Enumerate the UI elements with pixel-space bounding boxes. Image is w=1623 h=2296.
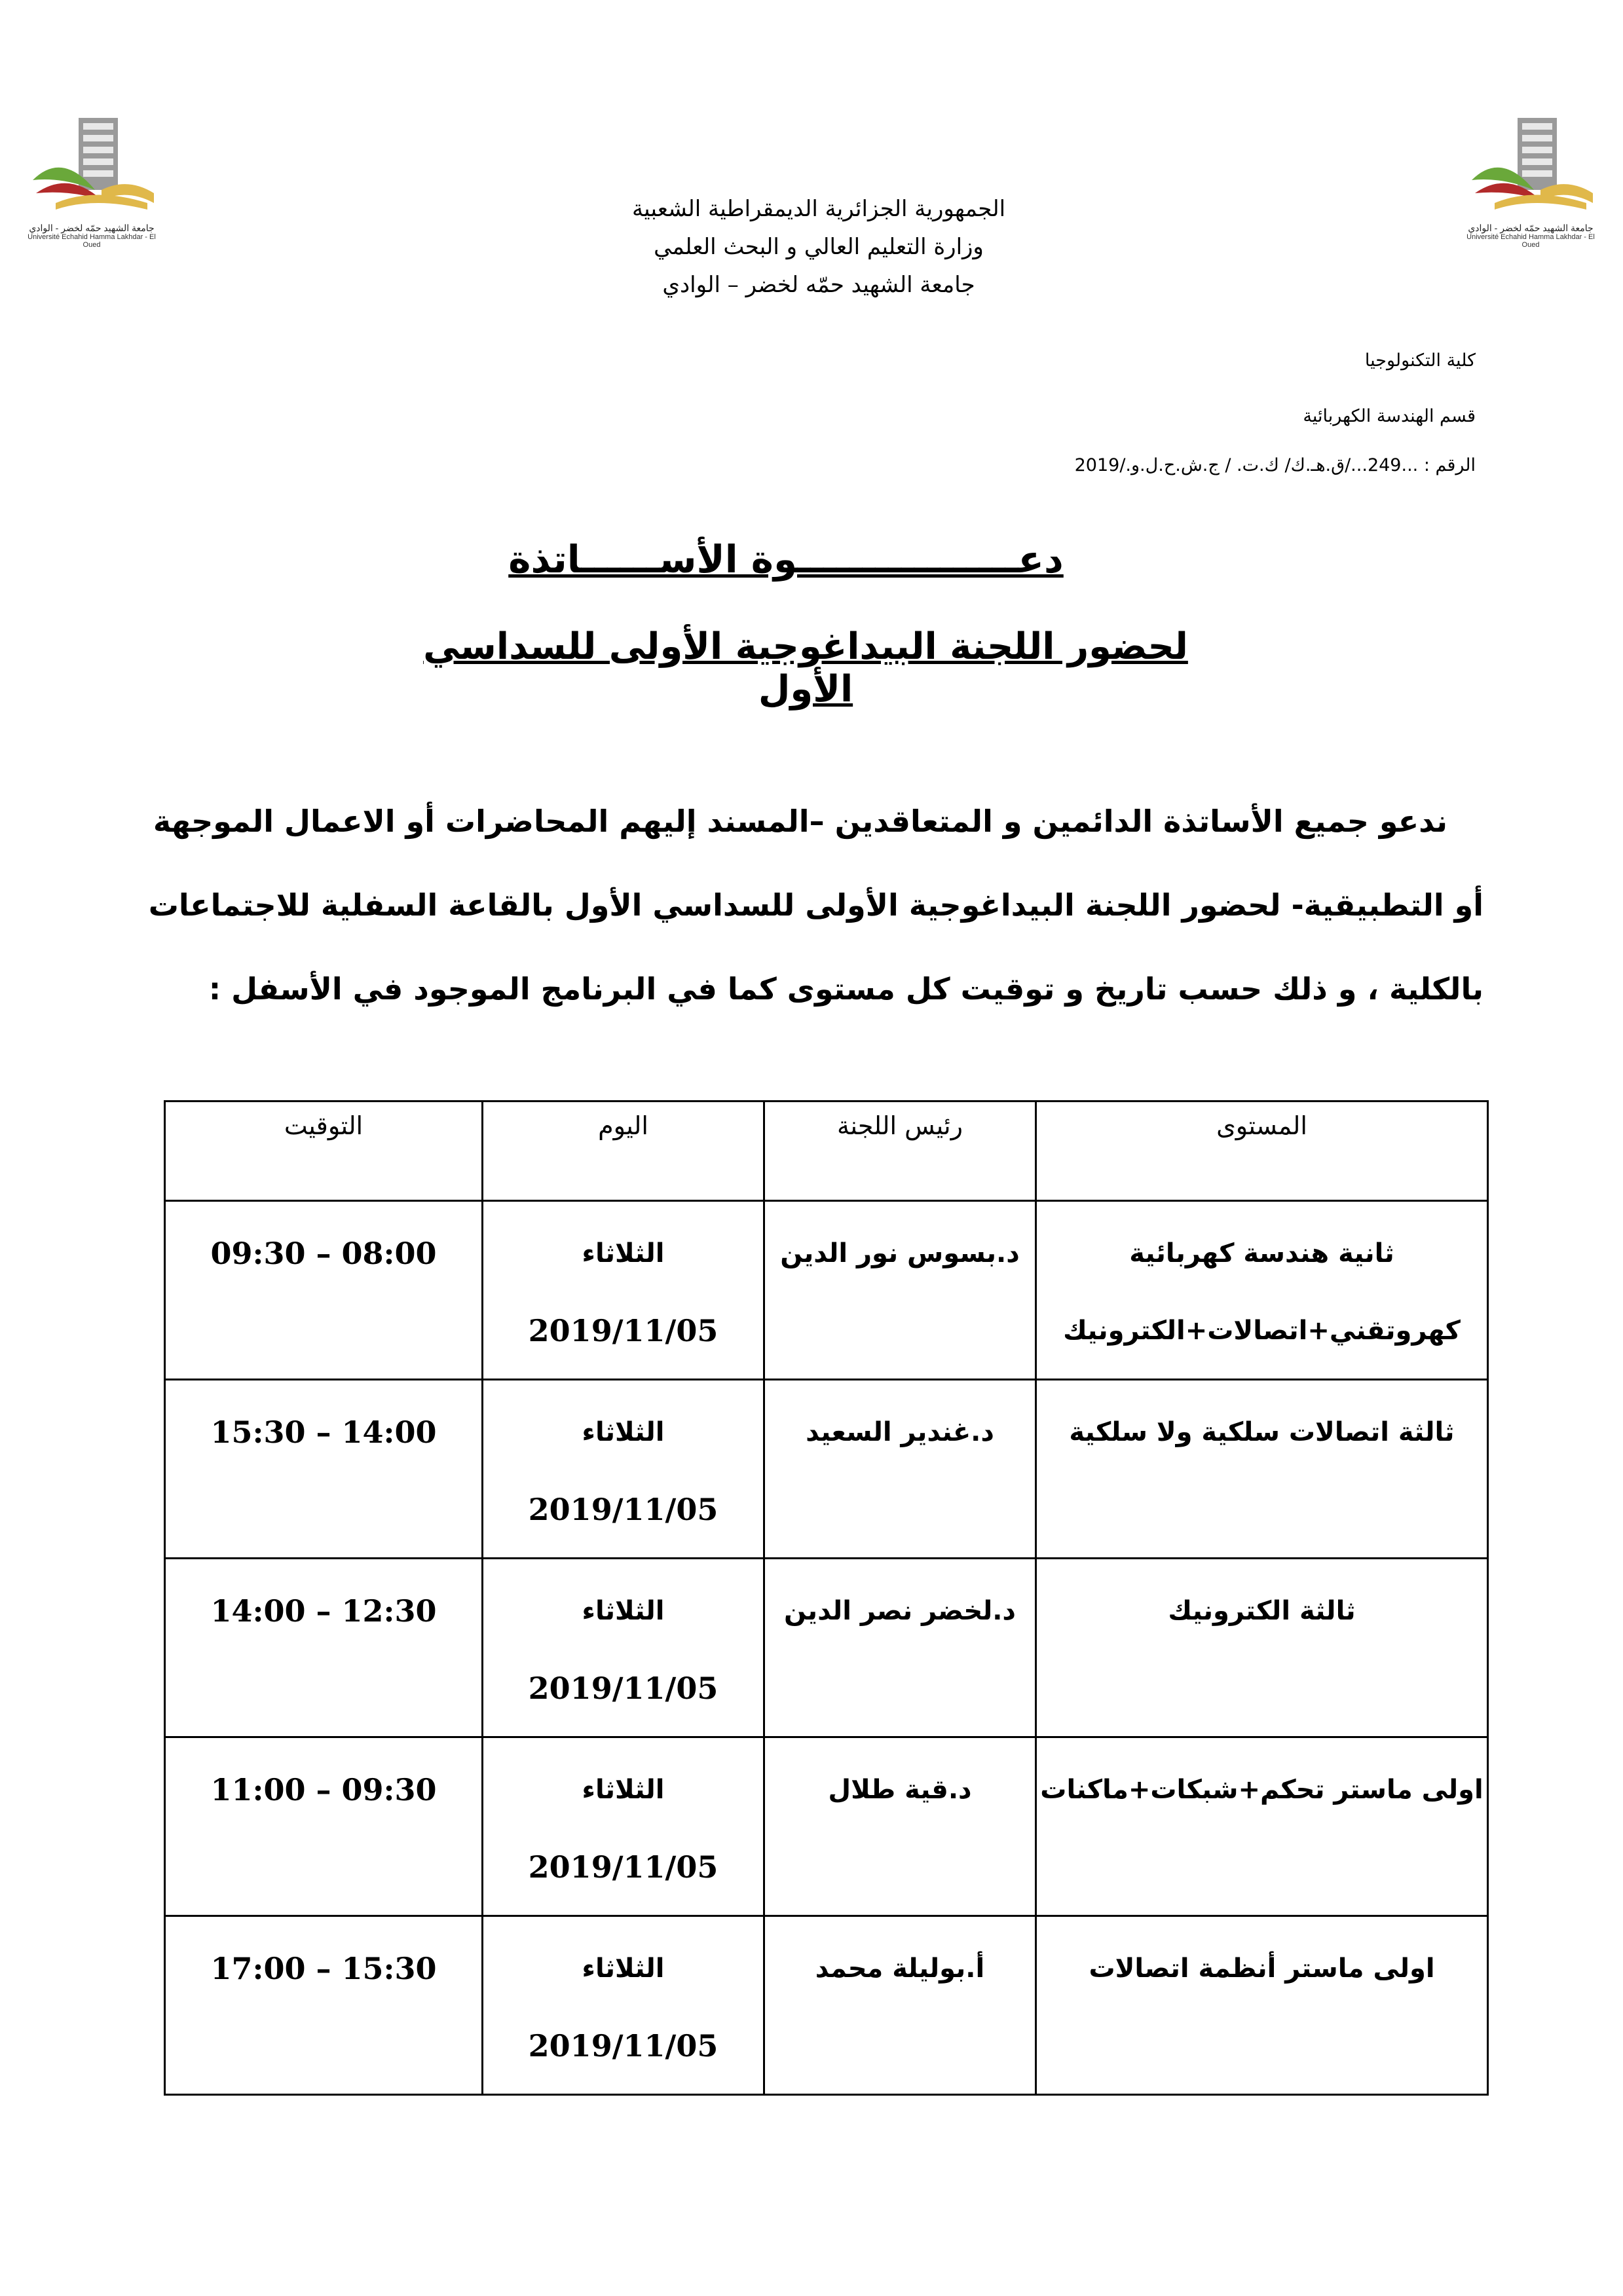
university-logo-icon [23, 111, 160, 223]
cell-chair [764, 1201, 1036, 1380]
republic-name: الجمهورية الجزائرية الديمقراطية الشعبية [631, 196, 1006, 222]
level-text: ثالثة الكترونيك [1168, 1596, 1356, 1626]
chair-text: د.غندير السعيد [806, 1417, 994, 1447]
university-logo-icon [1462, 111, 1599, 223]
date-text: 2019/11/05 [528, 1492, 718, 1527]
header-chair: رئيس اللجنة [764, 1102, 1036, 1201]
cell-level [1036, 1201, 1488, 1380]
time-text: 14:00 – 12:30 [210, 1593, 437, 1629]
ministry-name: وزارة التعليم العالي و البحث العلمي [654, 234, 984, 260]
date-text: 2019/11/05 [528, 2028, 718, 2064]
level-text: ثالثة اتصالات سلكية ولا سلكية [1069, 1417, 1455, 1447]
body-line-1: ندعو جميع الأساتذة الدائمين و المتعاقدين –المسند إليهم المحاضرات أو الاعمال الموجهة [153, 804, 1447, 839]
invitation-title: دعـــــــــــــــــوة الأســــــاتذة [508, 537, 1064, 582]
cell-time [165, 1559, 483, 1737]
cell-day [483, 1916, 764, 2095]
university-logo-left [23, 111, 160, 249]
day-text: الثلاثاء [582, 1238, 665, 1268]
level-subtext: كهروتقني+اتصالات+الكترونيك [1063, 1316, 1461, 1346]
cell-day [483, 1737, 764, 1916]
body-line-3: بالكلية ، و ذلك حسب تاريخ و توقيت كل مستوى كما في البرنامج الموجود في الأسفل : [208, 971, 1483, 1007]
document-header [524, 190, 1113, 304]
chair-text: د.بسوس نور الدين [780, 1238, 1020, 1268]
day-text: الثلاثاء [582, 1953, 665, 1984]
date-text: 2019/11/05 [528, 1313, 718, 1348]
cell-day [483, 1201, 764, 1380]
date-text: 2019/11/05 [528, 1671, 718, 1706]
university-logo-right [1462, 111, 1599, 249]
level-text: اولى ماستر تحكم+شبكات+ماكنات [1040, 1775, 1483, 1805]
table-row [165, 1201, 1488, 1380]
time-text: 09:30 – 08:00 [210, 1236, 437, 1271]
chair-text: د.قية طلال [828, 1775, 972, 1805]
cell-level [1036, 1380, 1488, 1559]
reference-number: الرقم : ...249.../ق.هـ.ك/ ك.ت. / ج.ش.ح.ل.و./2019 [1074, 455, 1476, 475]
chair-text: د.لخضر نصر الدين [784, 1596, 1016, 1626]
invitation-subtitle: لحضور اللجنة البيداغوجية الأولى للسداسي الأول [423, 625, 1188, 711]
invitation-body [147, 779, 1483, 1031]
date-text: 2019/11/05 [528, 1849, 718, 1885]
schedule-table [164, 1100, 1489, 2096]
cell-chair [764, 1737, 1036, 1916]
cell-time [165, 1380, 483, 1559]
table-row [165, 1737, 1488, 1916]
department-name: قسم الهندسة الكهربائية [1303, 406, 1476, 426]
cell-chair [764, 1559, 1036, 1737]
table-header-row [165, 1102, 1488, 1201]
cell-time [165, 1916, 483, 2095]
day-text: الثلاثاء [582, 1417, 665, 1447]
cell-time [165, 1201, 483, 1380]
logo-caption-ar: جامعة الشهيد حمّه لخضر - الوادي [29, 223, 155, 233]
header-day: اليوم [483, 1102, 764, 1201]
level-text: اولى ماستر أنظمة اتصالات [1089, 1953, 1435, 1984]
cell-time [165, 1737, 483, 1916]
cell-level [1036, 1916, 1488, 2095]
body-line-2: أو التطبيقية- لحضور اللجنة البيداغوجية الأولى للسداسي الأول بالقاعة السفلية للاجتماعات [148, 887, 1483, 923]
cell-chair [764, 1380, 1036, 1559]
time-text: 11:00 – 09:30 [210, 1772, 437, 1807]
header-level: المستوى [1036, 1102, 1488, 1201]
table-row [165, 1916, 1488, 2095]
cell-level [1036, 1737, 1488, 1916]
chair-text: أ.بوليلة محمد [815, 1953, 985, 1984]
cell-level [1036, 1559, 1488, 1737]
cell-chair [764, 1916, 1036, 2095]
cell-day [483, 1380, 764, 1559]
cell-day [483, 1559, 764, 1737]
day-text: الثلاثاء [582, 1596, 665, 1626]
day-text: الثلاثاء [582, 1775, 665, 1805]
time-text: 15:30 – 14:00 [210, 1415, 437, 1450]
university-name: جامعة الشهيد حمّه لخضر – الوادي [662, 272, 975, 298]
logo-caption-ar: جامعة الشهيد حمّه لخضر - الوادي [1468, 223, 1594, 233]
table-row [165, 1380, 1488, 1559]
level-text: ثانية هندسة كهربائية [1129, 1238, 1394, 1268]
logo-caption-en: Université Echahid Hamma Lakhdar - El Oued [28, 233, 156, 249]
table-row [165, 1559, 1488, 1737]
time-text: 17:00 – 15:30 [210, 1951, 437, 1986]
header-time: التوقيت [165, 1102, 483, 1201]
faculty-name: كلية التكنولوجيا [1364, 350, 1476, 371]
logo-caption-en: Université Echahid Hamma Lakhdar - El Oued [1466, 233, 1595, 249]
